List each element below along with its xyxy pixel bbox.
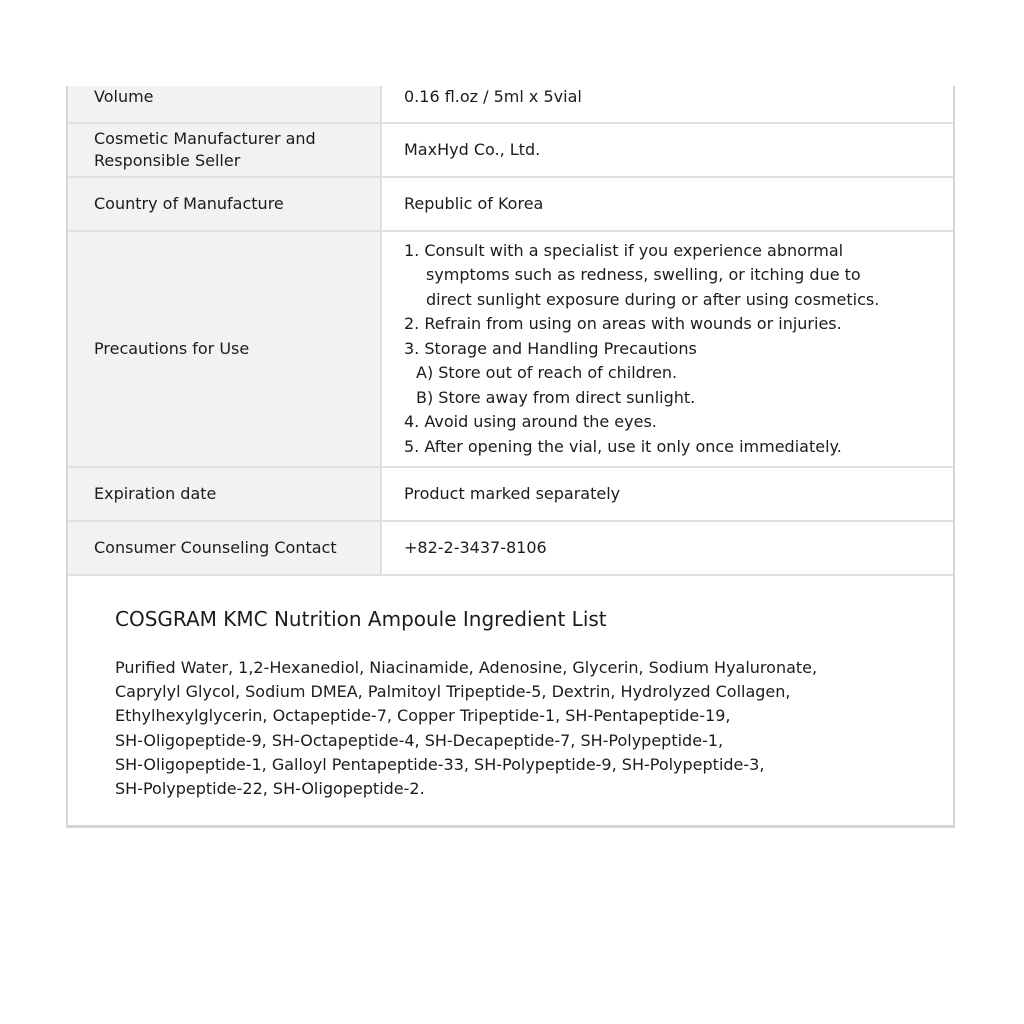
table-row	[68, 86, 953, 123]
spec-value-volume: 0.16 fl.oz / 5ml x 5vial	[381, 86, 953, 123]
spec-value-country: Republic of Korea	[381, 177, 953, 231]
spec-value-expiration: Product marked separately	[381, 467, 953, 521]
ingredient-line: Ethylhexylglycerin, Octapeptide-7, Copper Tripeptide-1, SH-Pentapeptide-19,	[115, 706, 731, 726]
spec-value-precautions	[381, 231, 953, 467]
list-item: 4. Avoid using around the eyes.	[404, 412, 657, 432]
spec-label-country: Country of Manufacture	[68, 177, 381, 231]
table-row	[68, 231, 953, 467]
ingredient-line: Purified Water, 1,2-Hexanediol, Niacinamide, Adenosine, Glycerin, Sodium Hyaluronate,	[115, 658, 818, 677]
spec-label-volume: Volume	[68, 86, 381, 123]
table-row	[68, 467, 953, 521]
table-row	[68, 521, 953, 575]
product-spec-table	[68, 86, 953, 576]
spec-label-manufacturer: Cosmetic Manufacturer and Responsible Seller	[68, 123, 381, 177]
list-item: A) Store out of reach of children.	[416, 363, 678, 383]
spec-label-expiration: Expiration date	[68, 467, 381, 521]
ingredient-list-title: COSGRAM KMC Nutrition Ampoule Ingredient List	[115, 607, 607, 631]
spec-value-manufacturer: MaxHyd Co., Ltd.	[381, 123, 953, 177]
spec-value-contact: +82-2-3437-8106	[381, 521, 953, 575]
list-item: 1. Consult with a specialist if you experience abnormal	[404, 240, 844, 260]
table-row	[68, 177, 953, 231]
ingredient-line: SH-Oligopeptide-9, SH-Octapeptide-4, SH-Decapeptide-7, SH-Polypeptide-1,	[115, 730, 724, 750]
table-row	[68, 123, 953, 177]
product-info-panel	[66, 86, 955, 828]
list-item: 5. After opening the vial, use it only once immediately.	[404, 436, 842, 456]
ingredient-line: SH-Polypeptide-22, SH-Oligopeptide-2.	[115, 779, 425, 799]
list-item: B) Store away from direct sunlight.	[416, 387, 696, 407]
list-item: 3. Storage and Handling Precautions	[404, 338, 697, 358]
spec-label-precautions: Precautions for Use	[68, 231, 381, 467]
ingredient-line: Caprylyl Glycol, Sodium DMEA, Palmitoyl Tripeptide-5, Dextrin, Hydrolyzed Collagen,	[115, 682, 791, 702]
list-item: symptoms such as redness, swelling, or itching due to	[426, 265, 861, 285]
precautions-list	[404, 239, 953, 460]
list-item: 2. Refrain from using on areas with wounds or injuries.	[404, 314, 842, 334]
list-item: direct sunlight exposure during or after using cosmetics.	[426, 289, 880, 309]
spec-label-contact: Consumer Counseling Contact	[68, 521, 381, 575]
ingredient-line: SH-Oligopeptide-1, Galloyl Pentapeptide-33, SH-Polypeptide-9, SH-Polypeptide-3,	[115, 754, 765, 774]
ingredient-list-text	[115, 656, 915, 801]
